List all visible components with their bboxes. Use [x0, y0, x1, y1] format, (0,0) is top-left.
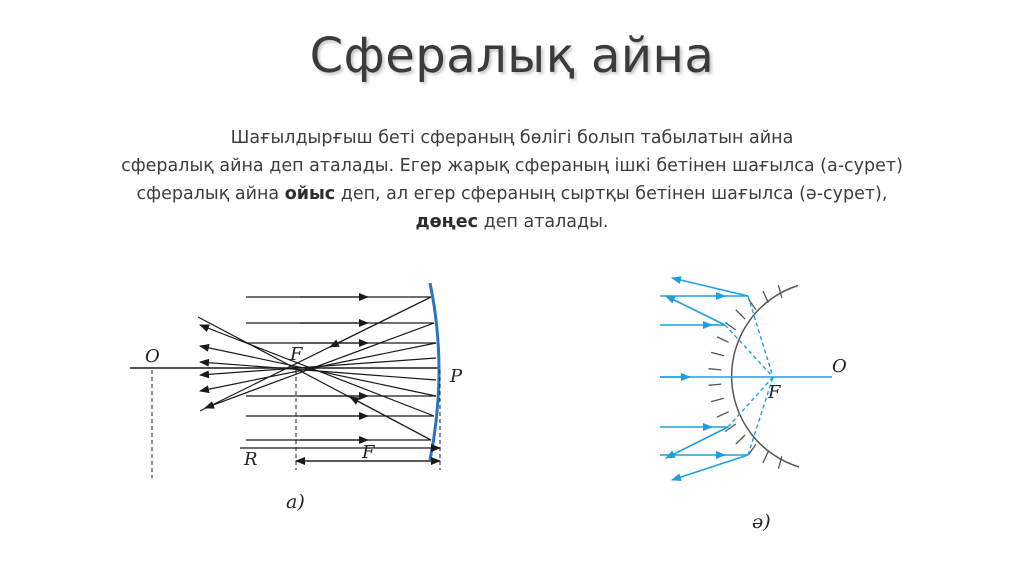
label-P: P — [450, 366, 463, 387]
hatch-mark — [749, 299, 757, 310]
hatch-mark — [763, 451, 768, 463]
paragraph-line-4-end: деп аталады. — [478, 212, 609, 232]
label-O-b: O — [832, 356, 847, 377]
hatch-mark — [736, 310, 745, 319]
caption-a: а) — [286, 491, 305, 513]
paragraph-line-2: сфералық айна деп аталады. Егер жарық сфераның ішкі бетінен шағылса (а-сурет) — [121, 156, 903, 176]
hatch-mark — [717, 337, 729, 342]
dimension-lines — [240, 448, 440, 461]
mirror-surface — [430, 283, 439, 460]
hatch-mark — [763, 291, 768, 303]
hatch-mark — [708, 384, 721, 385]
hatch-mark — [708, 369, 721, 370]
convex-term: дөңес — [415, 212, 479, 232]
caption-b: ә) — [752, 511, 771, 533]
label-R: R — [244, 449, 258, 470]
paragraph-line-3 — [40, 180, 984, 208]
label-F-distance: F — [362, 442, 375, 463]
paragraph-line-1: Шағылдырғыш беті сфераның бөлігі болып табылатын айна — [230, 128, 794, 148]
paragraph-line-3-end: деп, ал егер сфераның сыртқы бетінен шағылса (ә-сурет), — [335, 184, 888, 204]
concave-term: ойыс — [284, 184, 336, 204]
reflected-rays-b — [666, 278, 748, 480]
hatch-mark — [749, 444, 757, 455]
hatch-mark — [736, 435, 745, 444]
label-F-b: F — [768, 382, 781, 403]
paragraph-line-3-start: сфералық айна — [136, 184, 285, 204]
hatch-mark — [711, 352, 724, 355]
hatch-mark — [717, 412, 729, 417]
definition-paragraph — [40, 124, 984, 236]
incident-rays-b — [660, 296, 748, 455]
concave-mirror-figure — [120, 270, 490, 540]
label-O: O — [145, 346, 160, 367]
label-F-focus: F — [290, 344, 303, 365]
focus-point — [294, 366, 298, 370]
hatch-mark — [711, 398, 724, 401]
guide-lines — [152, 370, 440, 478]
convex-mirror-figure — [650, 270, 860, 540]
paragraph-line-4 — [40, 208, 984, 236]
slide-title: Сфералық айна — [309, 28, 715, 84]
hatch-mark — [778, 285, 781, 298]
